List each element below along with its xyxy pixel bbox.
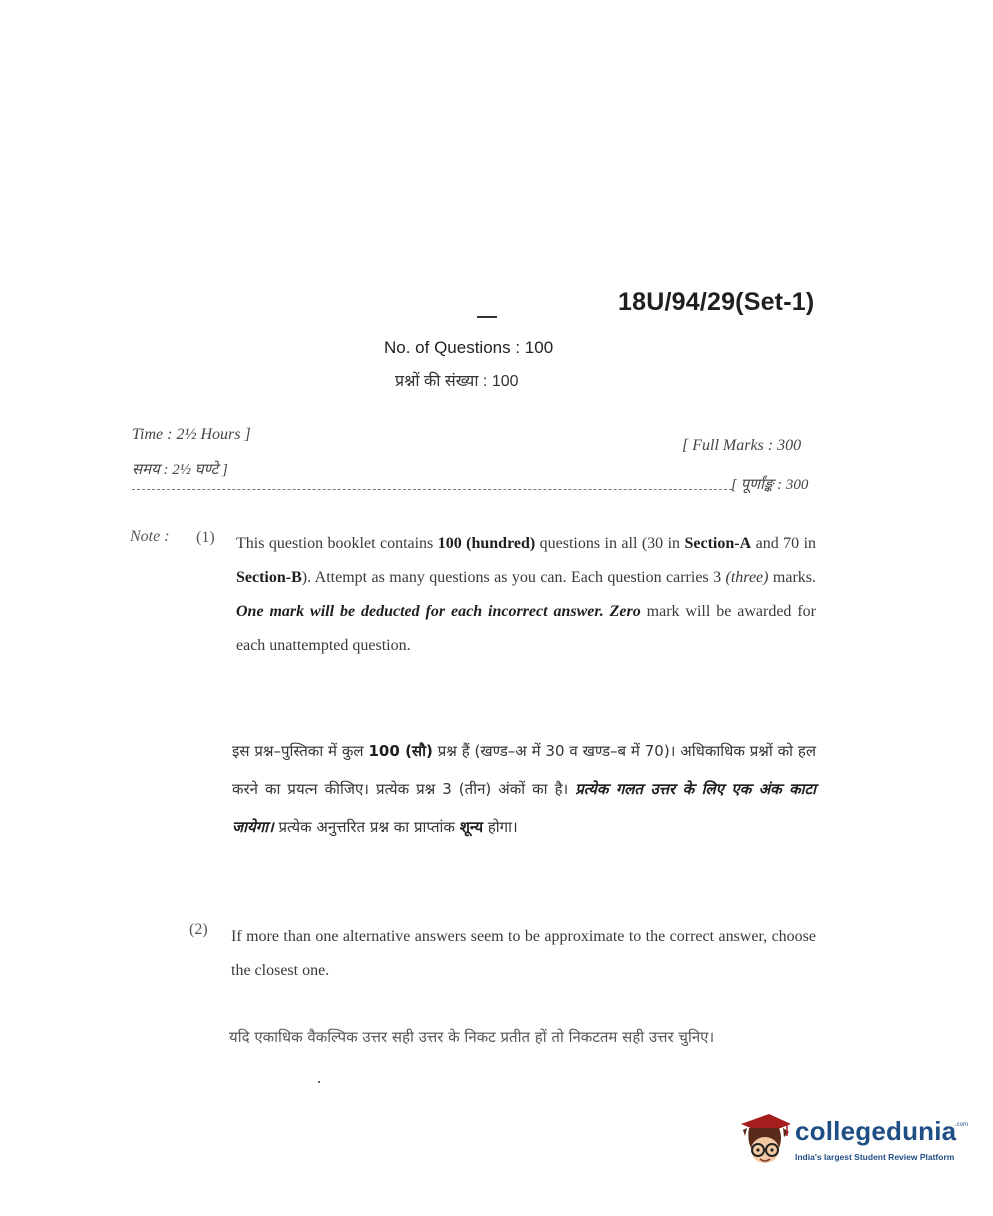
full-marks-hi: [ पूर्णांङ्क : 300 [731, 477, 809, 493]
header-dash [477, 316, 497, 318]
note-1-number: (1) [196, 529, 215, 546]
question-count-en: No. of Questions : 100 [384, 338, 554, 357]
brand-name: collegedunia [795, 1116, 957, 1146]
brand-watermark [735, 1108, 969, 1178]
stray-mark [318, 1081, 320, 1083]
time-hi: समय : 2½ घण्टे ] [132, 462, 228, 478]
brand-tld: .com [955, 1122, 969, 1128]
note-2-english: If more than one alternative answers seem to be approximate to the correct answer, choose the closest one. [231, 928, 816, 979]
time-en: Time : 2½ Hours ] [132, 426, 251, 443]
note-2-hindi: यदि एकाधिक वैकल्पिक उत्तर सही उत्तर के निकट प्रतीत हों तो निकटतम सही उत्तर चुनिए। [229, 1028, 715, 1046]
paper-code: 18U/94/29(Set-1) [618, 288, 815, 316]
graduate-mascot-icon [735, 1110, 793, 1170]
header-divider [132, 489, 732, 490]
brand-tagline: India's largest Student Review Platform [795, 1152, 955, 1162]
question-count-hi: प्रश्नों की संख्या : 100 [395, 373, 519, 390]
note-1-hindi: इस प्रश्न–पुस्तिका में कुल 100 (सौ) प्रश्न हैं (खण्ड–अ में 30 व खण्ड–ब में 70)। अधिकाधिक प्रश्नों को हल करने का प्रयत्न कीजिए। प्रत्येक प्रश्न 3 (तीन) अंकों का है। प्रत्येक गलत उत्तर के लिए एक अंक काटा जायेगा। प्रत्येक अनुत्तरित प्रश्न का प्राप्तांक शून्य होगा। [232, 742, 817, 836]
note-1-english: This question booklet contains 100 (hundred) questions in all (30 in Section-A and 70 in Section-B). Attempt as many questions as you can. Each question carries 3 (three) marks. One mark will be deducted for each incorrect answer. Zero mark will be awarded for each unattempted question. [236, 535, 817, 654]
note-2-number: (2) [189, 921, 208, 938]
full-marks-en: [ Full Marks : 300 [682, 437, 802, 454]
note-label: Note : [130, 528, 170, 545]
